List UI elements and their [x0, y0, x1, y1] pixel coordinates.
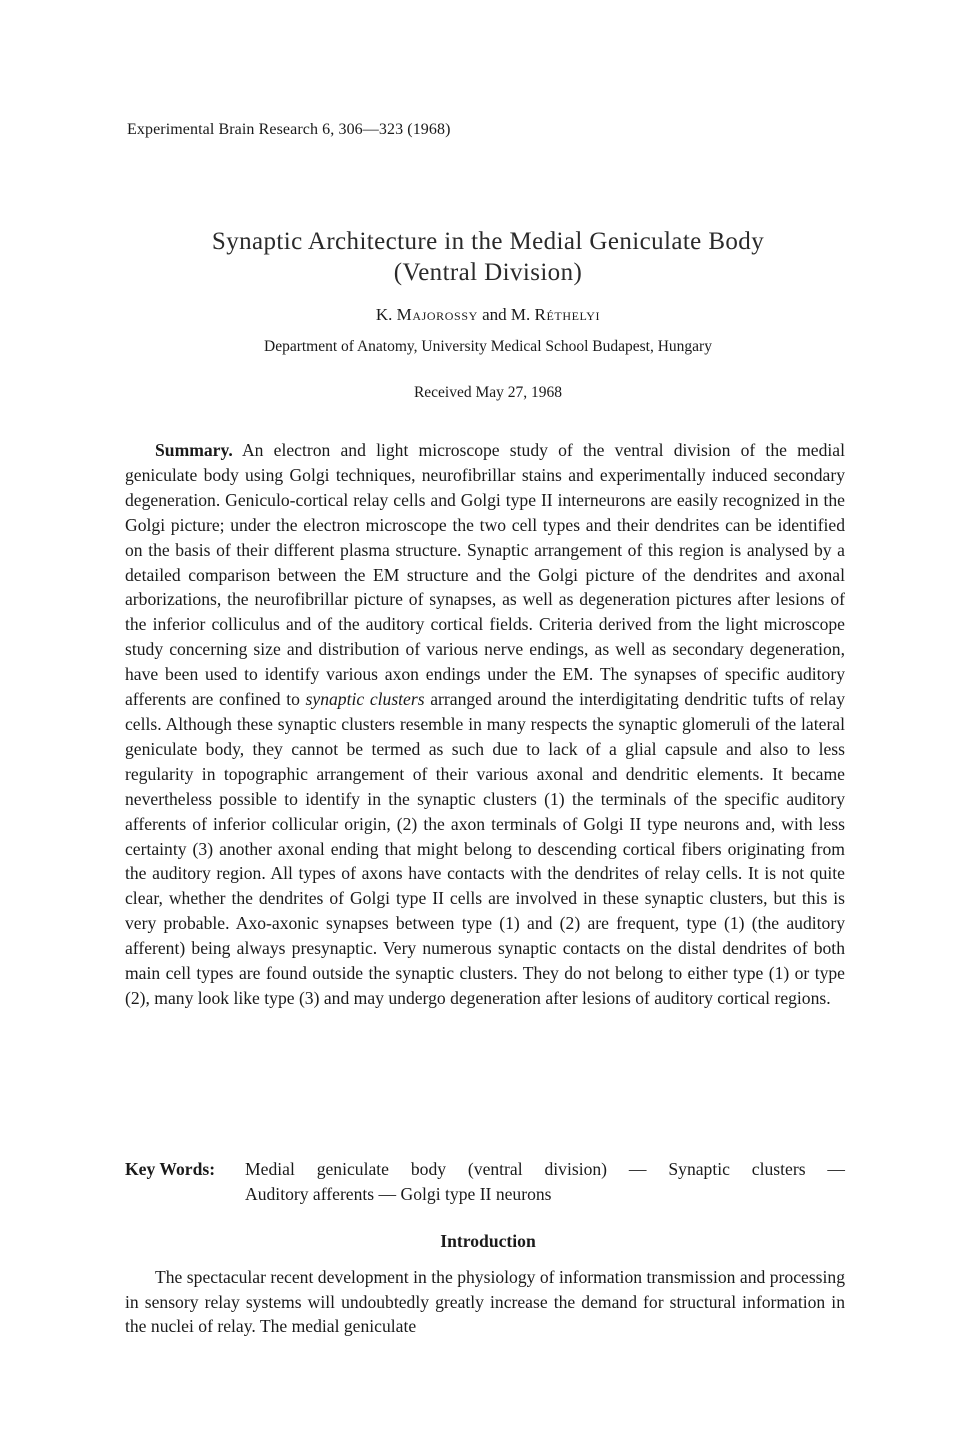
keywords-label: Key Words:: [125, 1159, 216, 1179]
summary-label: Summary.: [155, 440, 233, 460]
keywords-line-1: Medial geniculate body (ventral division) — Synaptic clusters —: [245, 1159, 845, 1179]
introduction-paragraph: The spectacular recent development in the physiology of information transmission and processing in sensory relay systems will undoubtedly greatly increase the demand for structural information in the nuclei of relay. The medial geniculate: [125, 1267, 845, 1336]
summary-text-part-2: arranged around the interdigitating dendritic tufts of relay cells. Although these synaptic clusters resemble in many respects the synaptic glomeruli of the lateral geniculate body, they cannot be termed as such due to lack of a glial capsule and also to less regularity in topographic arrangement of their various axonal and dendritic elements. It became nevertheless possible to identify in the synaptic clusters (1) the terminals of the specific auditory afferents of inferior collicular origin, (2) the axon terminals of Golgi II type neurons and, with less certainty (3) another axonal ending that might belong to descending cortical fibers originating from the auditory region. All types of axons have contacts with the dendrites of relay cells. It is not quite clear, whether the dendrites of Golgi type II cells are involved in these synaptic clusters, but this is very probable. Axo-axonic synapses between type (1) and (2) are frequent, type (1) (the auditory afferent) being always presynaptic. Very numerous synaptic contacts on the distal dendrites of both main cell types are found outside the synaptic clusters. They do not belong to either type (1) or type (2), many look like type (3) and may undergo degeneration after lesions of auditory cortical regions.: [125, 689, 845, 1008]
summary-paragraph: [125, 438, 845, 1011]
keywords-text: [245, 1157, 845, 1206]
author1-surname: Majorossy: [396, 305, 478, 324]
affiliation: Department of Anatomy, University Medical School Budapest, Hungary: [264, 338, 712, 355]
keywords-line-2: Auditory afferents — Golgi type II neurons: [245, 1183, 552, 1204]
paper-title-line-2: (Ventral Division): [393, 259, 583, 286]
journal-reference: Experimental Brain Research 6, 306—323 (1968): [127, 121, 451, 138]
summary-italic-term: synaptic clusters: [305, 689, 425, 710]
author2-surname: Réthelyi: [534, 305, 601, 324]
keywords-block: [125, 1157, 845, 1206]
authors: [0, 305, 976, 325]
summary-text-part-1: An electron and light microscope study of the ventral division of the medial geniculate body using Golgi techniques, neurofibrillar stains and experimentally induced secondary degeneration. Geniculo-cortical relay cells and Golgi type II interneurons are easily recognized in the Golgi picture; under the electron microscope the two cell types and their dendrites can be identified on the basis of their different plasma structure. Synaptic arrangement of this region is analysed by a detailed comparison between the EM structure and the Golgi picture of the dendrites and axonal arborizations, the neurofibrillar picture of synapses, as well as degeneration pictures after lesions of the inferior colliculus and of the auditory cortical fields. Criteria derived from the light microscope study concerning size and distribution of various nerve endings, as well as secondary degeneration, have been used to identify various axon endings under the EM. The synapses of specific auditory afferents are confined to: [125, 440, 845, 710]
author-connector: and M.: [477, 305, 535, 324]
author1-initial: K.: [375, 305, 397, 324]
received-date: Received May 27, 1968: [413, 384, 563, 401]
introduction-heading: Introduction: [440, 1231, 536, 1251]
paper-title-line-1: Synaptic Architecture in the Medial Geniculate Body: [211, 228, 765, 255]
